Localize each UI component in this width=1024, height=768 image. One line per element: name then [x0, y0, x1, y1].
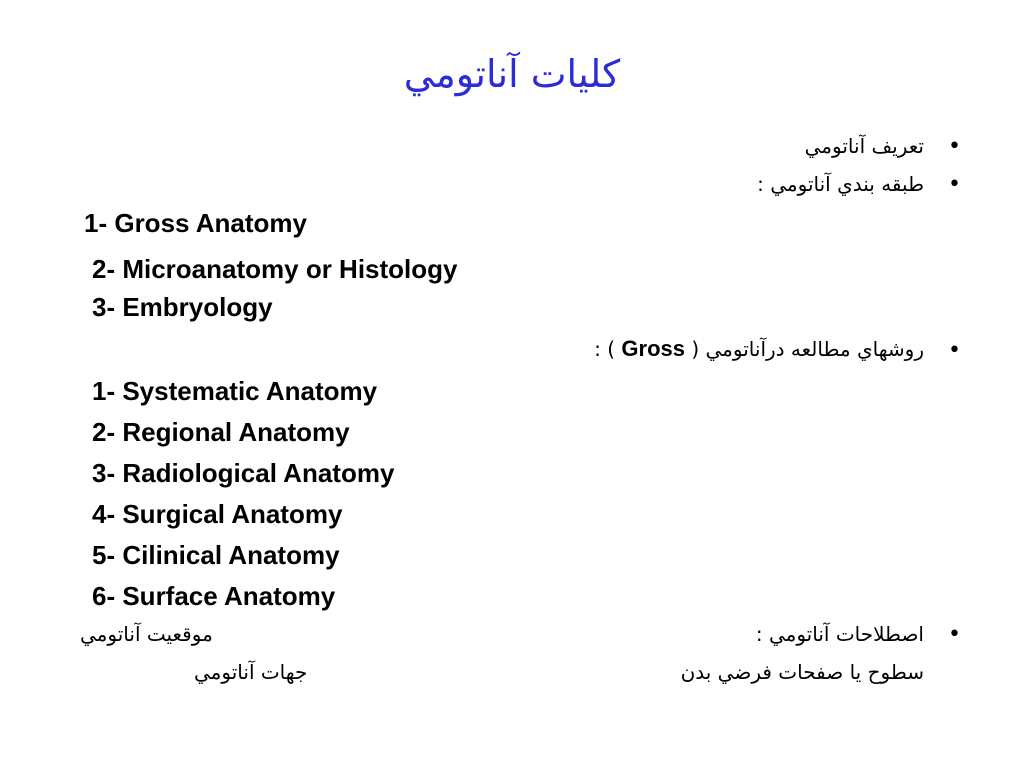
methods-suffix: ) : [594, 337, 616, 361]
bullet-dot: • [948, 338, 961, 363]
method-item: 4- Surgical Anatomy [92, 499, 343, 529]
method-item: 5- Cilinical Anatomy [92, 540, 340, 570]
bullet-dot: • [948, 622, 961, 647]
bullet-classification: طبقه بندي آناتومي : [757, 172, 924, 196]
classification-item: 2- Microanatomy or Histology [92, 254, 458, 284]
bullet-dot: • [948, 172, 961, 197]
method-item: 3- Radiological Anatomy [92, 458, 395, 488]
methods-prefix: روشهاي مطالعه درآناتومي ( [691, 337, 924, 361]
bullet-terms: اصطلاحات آناتومي : [755, 622, 924, 646]
methods-gross: Gross [621, 336, 685, 361]
method-item: 1- Systematic Anatomy [92, 376, 378, 406]
classification-item: 1- Gross Anatomy [84, 208, 307, 238]
bullet-definition: تعريف آناتومي [804, 134, 924, 158]
method-item: 6- Surface Anatomy [92, 581, 336, 611]
method-item: 2- Regional Anatomy [92, 417, 350, 447]
classification-item: 3- Embryology [92, 292, 273, 322]
terms-position: موقعيت آناتومي [80, 622, 213, 646]
bullet-dot: • [948, 134, 961, 159]
bullet-methods [594, 336, 924, 362]
terms-surfaces: سطوح يا صفحات فرضي بدن [680, 660, 924, 684]
slide-title: كليات آناتومي [403, 52, 621, 96]
terms-directions: جهات آناتومي [194, 660, 308, 684]
